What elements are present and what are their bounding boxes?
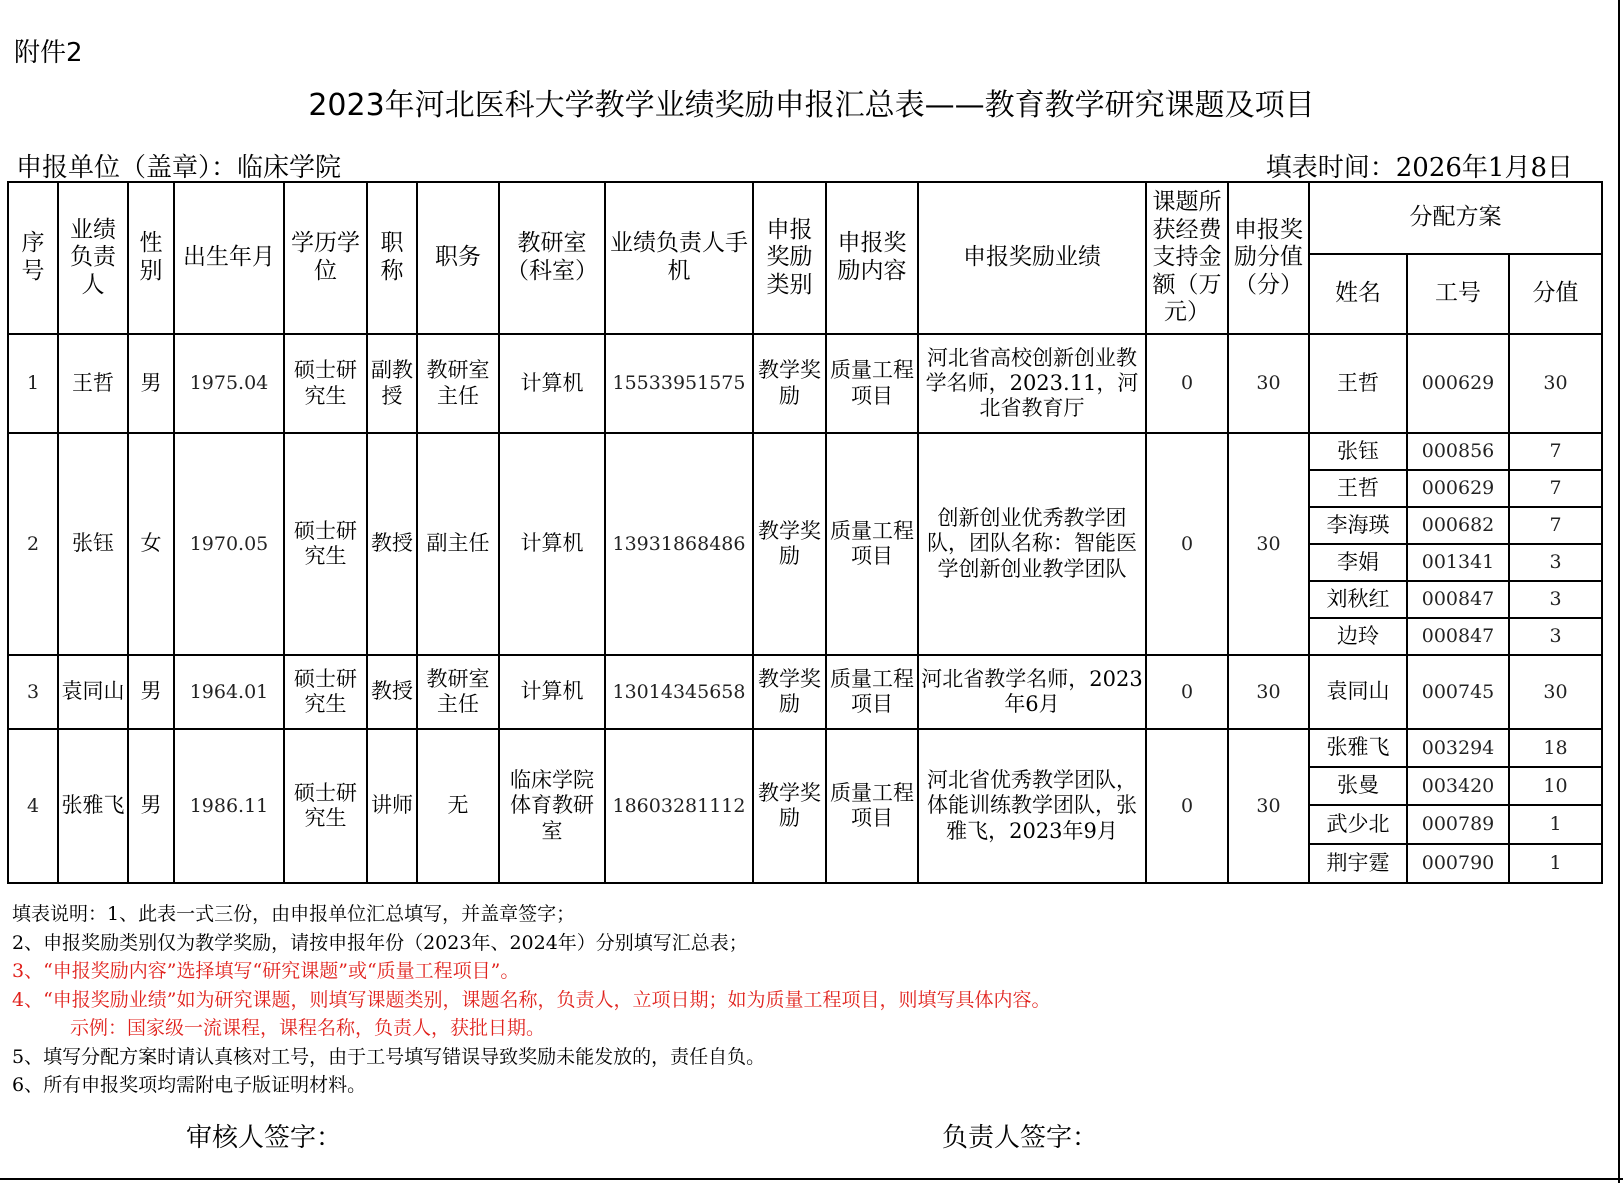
cell-gender: 男 <box>128 729 174 883</box>
header-seq: 序号 <box>8 182 58 334</box>
cell-alloc-score: 30 <box>1509 334 1602 433</box>
cell-funding: 0 <box>1146 655 1228 729</box>
table-row <box>8 334 1602 433</box>
page-title: 2023年河北医科大学教学业绩奖励申报汇总表——教育教学研究课题及项目 <box>308 88 1315 123</box>
cell-alloc-name: 刘秋红 <box>1309 581 1407 618</box>
cell-score: 30 <box>1228 729 1309 883</box>
cell-position: 教研室主任 <box>417 334 499 433</box>
cell-alloc-score: 3 <box>1509 618 1602 655</box>
cell-alloc-id: 003294 <box>1407 729 1509 767</box>
cell-alloc-name: 王哲 <box>1309 334 1407 433</box>
cell-alloc-id: 003420 <box>1407 767 1509 805</box>
cell-alloc-score: 3 <box>1509 544 1602 581</box>
cell-funding: 0 <box>1146 729 1228 883</box>
cell-content: 质量工程项目 <box>826 433 918 655</box>
header-alloc-id: 工号 <box>1407 254 1509 334</box>
cell-category: 教学奖励 <box>753 655 826 729</box>
header-achievement: 申报奖励业绩 <box>918 182 1146 334</box>
cell-position: 副主任 <box>417 433 499 655</box>
cell-alloc-score: 30 <box>1509 655 1602 729</box>
header-title: 职称 <box>367 182 417 334</box>
cell-achievement: 创新创业优秀教学团队，团队名称：智能医学创新创业教学团队 <box>918 433 1146 655</box>
cell-alloc-id: 001341 <box>1407 544 1509 581</box>
cell-alloc-name: 王哲 <box>1309 470 1407 507</box>
cell-content: 质量工程项目 <box>826 334 918 433</box>
attachment-label: 附件2 <box>14 38 83 68</box>
cell-alloc-score: 7 <box>1509 507 1602 544</box>
cell-alloc-score: 3 <box>1509 581 1602 618</box>
cell-achievement: 河北省高校创新创业教学名师，2023.11，河北省教育厅 <box>918 334 1146 433</box>
note-line-red: 4、“申报奖励业绩”如为研究课题，则填写课题类别，课题名称，负责人，立项日期；如为质量工程项目，则填写具体内容。 <box>12 988 1051 1011</box>
cell-score: 30 <box>1228 433 1309 655</box>
cell-birth: 1970.05 <box>174 433 284 655</box>
header-score: 申报奖励分值（分） <box>1228 182 1309 334</box>
table-row <box>8 433 1602 470</box>
cell-office: 临床学院体育教研室 <box>499 729 605 883</box>
header-content: 申报奖励内容 <box>826 182 918 334</box>
cell-birth: 1986.11 <box>174 729 284 883</box>
cell-alloc-id: 000856 <box>1407 433 1509 470</box>
cell-alloc-id: 000745 <box>1407 655 1509 729</box>
cell-alloc-name: 武少北 <box>1309 805 1407 844</box>
cell-alloc-id: 000847 <box>1407 618 1509 655</box>
cell-office: 计算机 <box>499 433 605 655</box>
cell-alloc-id: 000682 <box>1407 507 1509 544</box>
note-line: 2、申报奖励类别仅为教学奖励，请按申报年份（2023年、2024年）分别填写汇总表； <box>12 931 748 954</box>
cell-title: 教授 <box>367 433 417 655</box>
header-category: 申报奖励类别 <box>753 182 826 334</box>
cell-alloc-score: 1 <box>1509 805 1602 844</box>
cell-funding: 0 <box>1146 334 1228 433</box>
cell-category: 教学奖励 <box>753 729 826 883</box>
cell-title: 教授 <box>367 655 417 729</box>
cell-title: 讲师 <box>367 729 417 883</box>
header-birth: 出生年月 <box>174 182 284 334</box>
header-office: 教研室（科室） <box>499 182 605 334</box>
cell-alloc-name: 袁同山 <box>1309 655 1407 729</box>
cell-score: 30 <box>1228 334 1309 433</box>
header-alloc-name: 姓名 <box>1309 254 1407 334</box>
cell-gender: 女 <box>128 433 174 655</box>
cell-alloc-name: 张钰 <box>1309 433 1407 470</box>
header-leader: 业绩负责人 <box>58 182 128 334</box>
cell-alloc-name: 边玲 <box>1309 618 1407 655</box>
table-row <box>8 729 1602 767</box>
cell-alloc-name: 李海瑛 <box>1309 507 1407 544</box>
leader-signature: 负责人签字： <box>942 1123 1099 1153</box>
cell-birth: 1964.01 <box>174 655 284 729</box>
cell-phone: 13014345658 <box>605 655 753 729</box>
cell-degree: 硕士研究生 <box>284 433 367 655</box>
cell-alloc-name: 张曼 <box>1309 767 1407 805</box>
cell-title: 副教授 <box>367 334 417 433</box>
cell-position: 无 <box>417 729 499 883</box>
cell-score: 30 <box>1228 655 1309 729</box>
note-line: 5、填写分配方案时请认真核对工号，由于工号填写错误导致奖励未能发放的，责任自负。 <box>12 1045 766 1068</box>
cell-office: 计算机 <box>499 655 605 729</box>
cell-alloc-id: 000629 <box>1407 334 1509 433</box>
cell-category: 教学奖励 <box>753 433 826 655</box>
cell-funding: 0 <box>1146 433 1228 655</box>
note-line-red: 3、“申报奖励内容”选择填写“研究课题”或“质量工程项目”。 <box>12 960 520 982</box>
header-allocation: 分配方案 <box>1309 182 1602 254</box>
cell-alloc-name: 张雅飞 <box>1309 729 1407 767</box>
note-example: 示例：国家级一流课程，课程名称，负责人，获批日期。 <box>70 1017 546 1039</box>
cell-alloc-name: 荆宇霆 <box>1309 844 1407 883</box>
cell-leader: 张雅飞 <box>58 729 128 883</box>
cell-alloc-id: 000847 <box>1407 581 1509 618</box>
cell-achievement: 河北省优秀教学团队，体能训练教学团队，张雅飞，2023年9月 <box>918 729 1146 883</box>
cell-alloc-score: 7 <box>1509 433 1602 470</box>
cell-leader: 张钰 <box>58 433 128 655</box>
reporting-unit: 申报单位（盖章）：临床学院 <box>16 153 342 183</box>
cell-degree: 硕士研究生 <box>284 334 367 433</box>
cell-gender: 男 <box>128 655 174 729</box>
cell-seq: 1 <box>8 334 58 433</box>
cell-gender: 男 <box>128 334 174 433</box>
cell-degree: 硕士研究生 <box>284 655 367 729</box>
cell-alloc-id: 000790 <box>1407 844 1509 883</box>
cell-position: 教研室主任 <box>417 655 499 729</box>
header-alloc-score: 分值 <box>1509 254 1602 334</box>
note-line: 6、所有申报奖项均需附电子版证明材料。 <box>12 1074 367 1096</box>
summary-table <box>7 181 1603 884</box>
cell-seq: 4 <box>8 729 58 883</box>
notes-block <box>12 900 1051 1100</box>
header-position: 职务 <box>417 182 499 334</box>
cell-category: 教学奖励 <box>753 334 826 433</box>
cell-alloc-id: 000789 <box>1407 805 1509 844</box>
header-funding: 课题所获经费支持金额（万元） <box>1146 182 1228 334</box>
cell-seq: 2 <box>8 433 58 655</box>
cell-content: 质量工程项目 <box>826 655 918 729</box>
cell-seq: 3 <box>8 655 58 729</box>
cell-leader: 袁同山 <box>58 655 128 729</box>
cell-alloc-score: 10 <box>1509 767 1602 805</box>
table-row <box>8 655 1602 729</box>
fill-time: 填表时间：2026年1月8日 <box>1265 153 1573 183</box>
cell-alloc-score: 7 <box>1509 470 1602 507</box>
header-degree: 学历学位 <box>284 182 367 334</box>
cell-phone: 18603281112 <box>605 729 753 883</box>
cell-alloc-id: 000629 <box>1407 470 1509 507</box>
cell-achievement: 河北省教学名师，2023年6月 <box>918 655 1146 729</box>
header-gender: 性别 <box>128 182 174 334</box>
page-right-border <box>1618 0 1620 1183</box>
note-line: 填表说明：1、此表一式三份，由申报单位汇总填写，并盖章签字； <box>12 903 576 925</box>
page-bottom-border <box>0 1178 1623 1180</box>
cell-office: 计算机 <box>499 334 605 433</box>
cell-alloc-score: 18 <box>1509 729 1602 767</box>
cell-birth: 1975.04 <box>174 334 284 433</box>
reviewer-signature: 审核人签字： <box>186 1123 343 1153</box>
cell-phone: 15533951575 <box>605 334 753 433</box>
cell-alloc-name: 李娟 <box>1309 544 1407 581</box>
header-phone: 业绩负责人手机 <box>605 182 753 334</box>
cell-content: 质量工程项目 <box>826 729 918 883</box>
cell-leader: 王哲 <box>58 334 128 433</box>
cell-alloc-score: 1 <box>1509 844 1602 883</box>
cell-phone: 13931868486 <box>605 433 753 655</box>
cell-degree: 硕士研究生 <box>284 729 367 883</box>
